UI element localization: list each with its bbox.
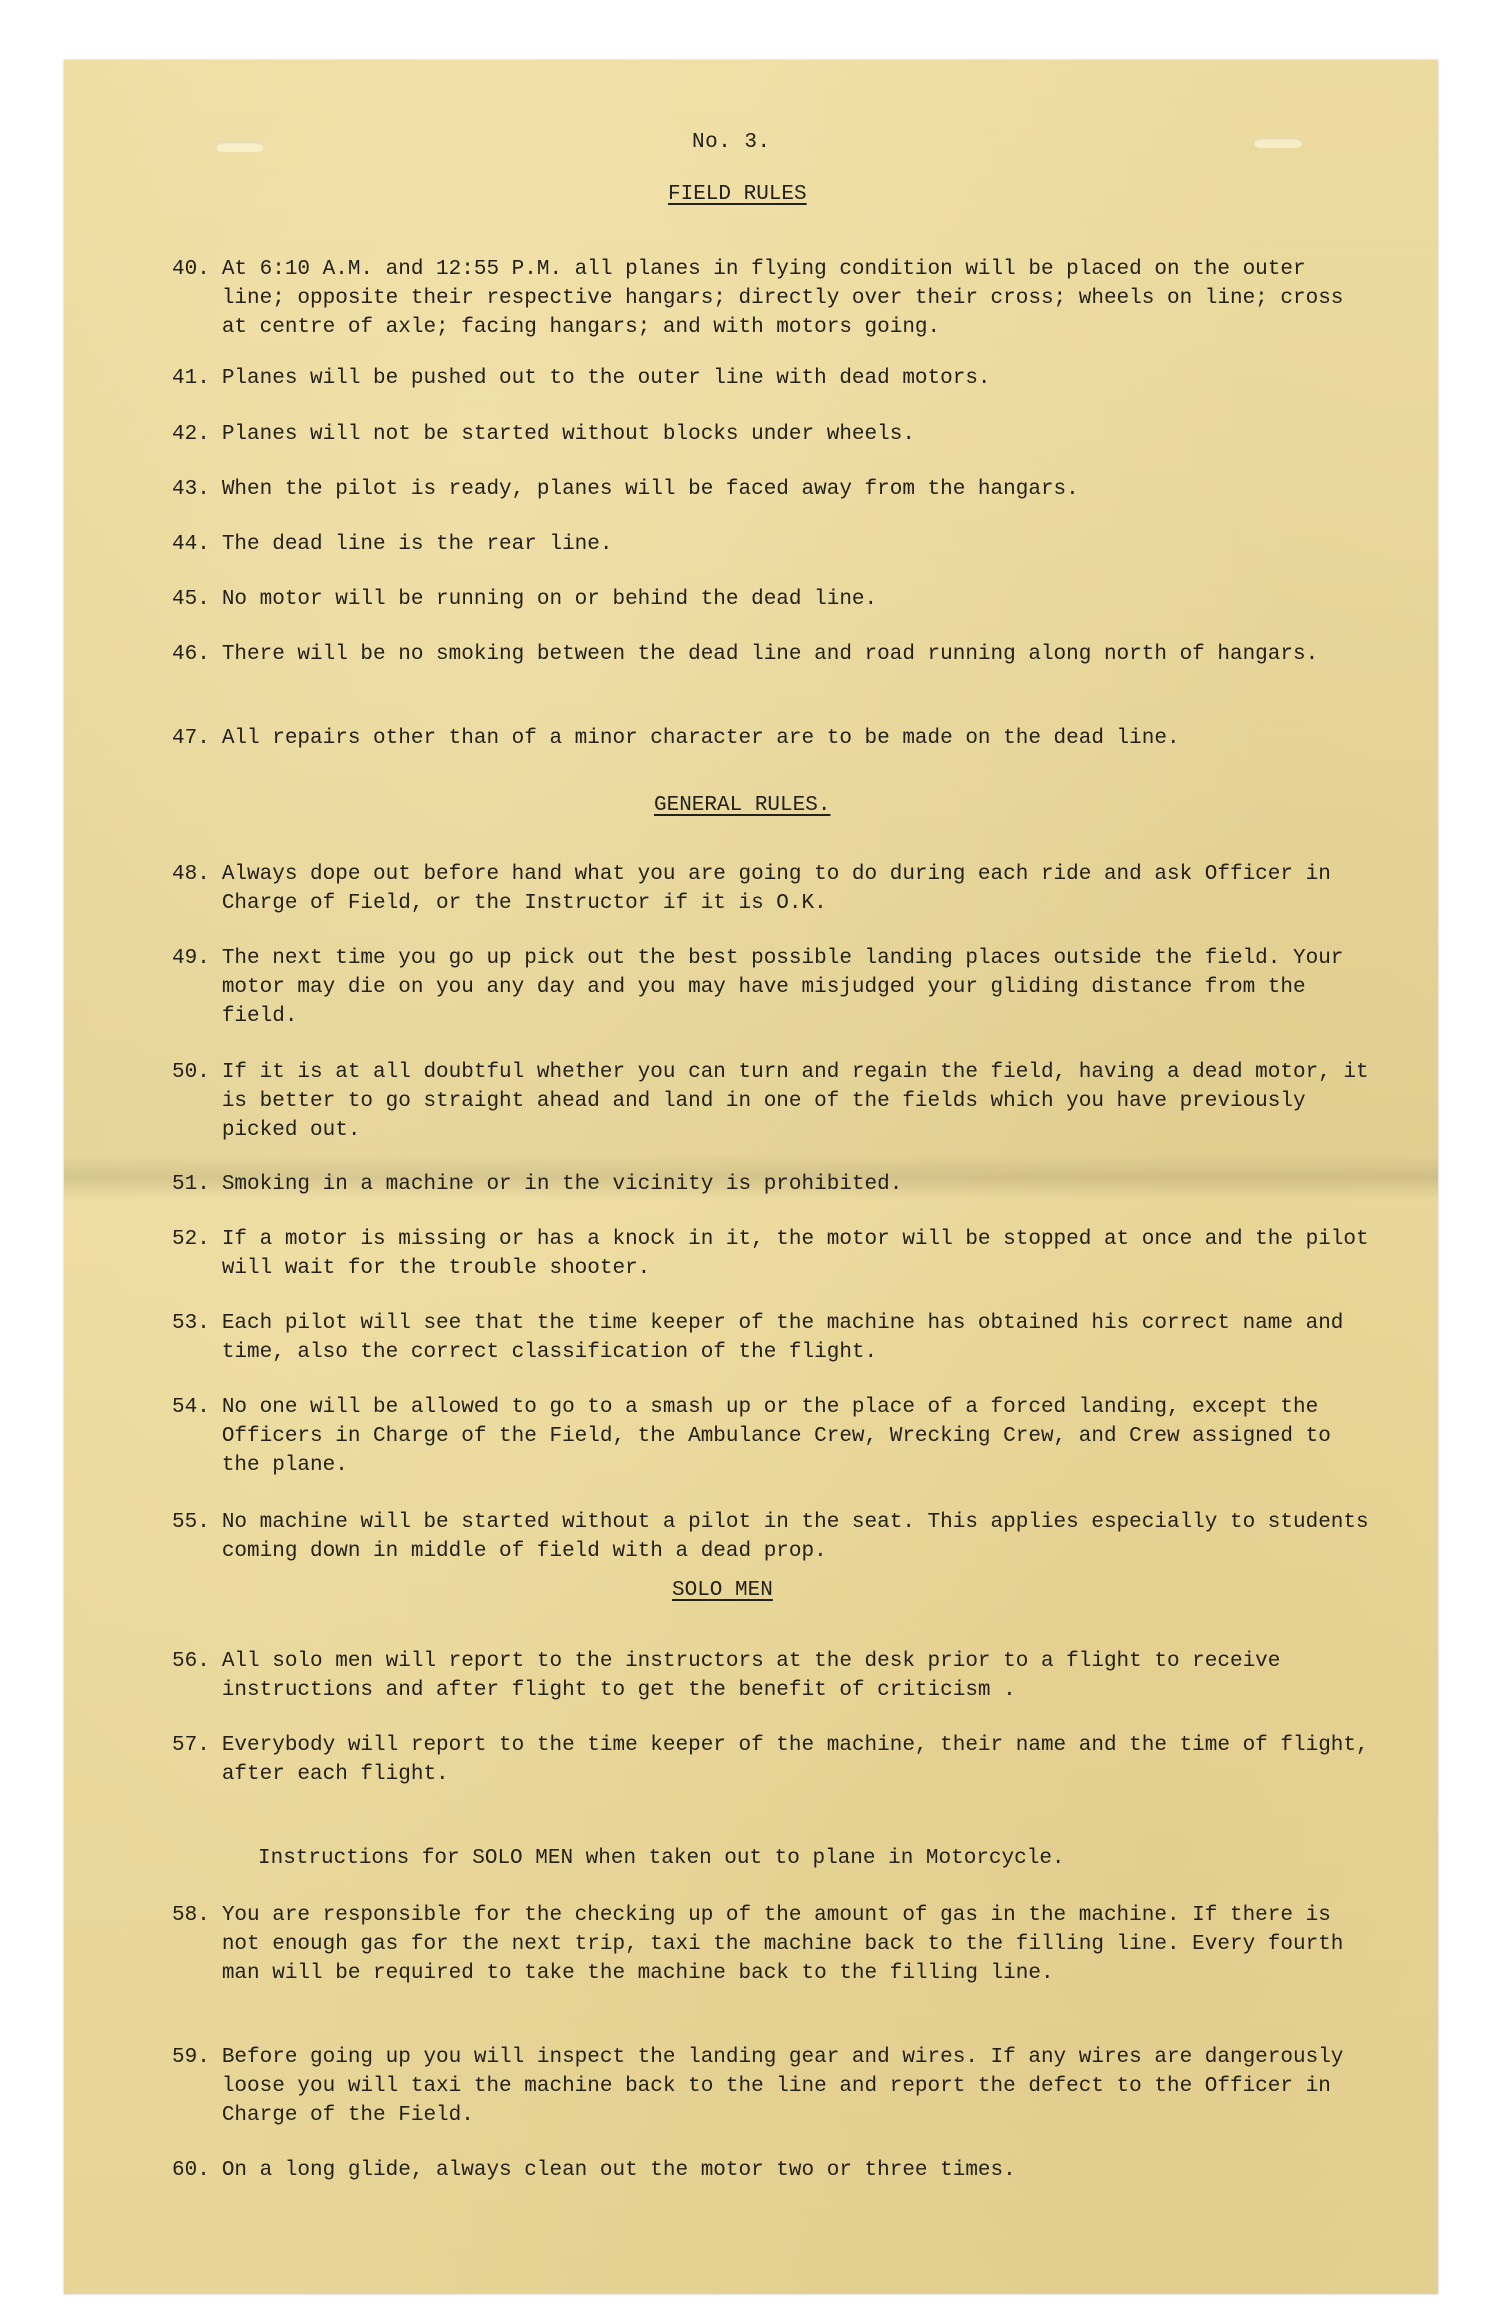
rule-number: 59. <box>172 2046 210 2069</box>
rule-item <box>172 1225 1372 1283</box>
rule-number: 48. <box>172 863 210 886</box>
rule-number: 55. <box>172 1511 210 1534</box>
rule-text: Planes will be pushed out to the outer line with dead motors. <box>221 367 991 390</box>
rule-item <box>172 364 1372 393</box>
rule-text: No machine will be started without a pilot in the seat. This applies especially to students coming down in middle of field with a dead prop. <box>221 1511 1369 1563</box>
rule-item <box>172 585 1372 614</box>
rule-number: 60. <box>172 2159 210 2182</box>
rule-number: 46. <box>172 643 210 666</box>
document-number: No. 3. <box>692 131 771 154</box>
section-heading-field-rules: FIELD RULES <box>668 183 807 206</box>
rule-number: 49. <box>172 947 210 970</box>
rule-text: Before going up you will inspect the landing gear and wires. If any wires are dangerously loose you will taxi the machine back to the line and report the defect to the Officer in Charge of the Field. <box>221 2046 1344 2127</box>
rule-text: Each pilot will see that the time keeper of the machine has obtained his correct name and time, also the correct classification of the flight. <box>221 1312 1344 1364</box>
rule-number: 47. <box>172 727 210 750</box>
rule-text: No one will be allowed to go to a smash up or the place of a forced landing, except the Officers in Charge of the Field, the Ambulance Crew, Wrecking Crew, and Crew assigned to the plane. <box>221 1396 1331 1477</box>
rule-text: On a long glide, always clean out the motor two or three times. <box>221 2159 1016 2182</box>
rule-item <box>172 860 1372 918</box>
rule-number: 54. <box>172 1396 210 1419</box>
rule-text: Always dope out before hand what you are going to do during each ride and ask Officer in Charge of Field, or the Instructor if it is O.K. <box>221 863 1331 915</box>
rule-text: At 6:10 A.M. and 12:55 P.M. all planes in flying condition will be placed on the outer line; opposite their respective hangars; directly over their cross; wheels on line; cross at centre of axle; facing hangars; and with motors going. <box>221 258 1344 339</box>
rule-text: If a motor is missing or has a knock in it, the motor will be stopped at once and the pilot will wait for the trouble shooter. <box>221 1228 1369 1280</box>
punch-mark-right <box>1254 138 1302 148</box>
rule-number: 43. <box>172 478 210 501</box>
rule-item <box>172 1508 1372 1566</box>
rule-number: 40. <box>172 258 210 281</box>
rule-text: The next time you go up pick out the best possible landing places outside the field. Your motor may die on you any day and you may have misjudged your gliding distance from the field. <box>221 947 1344 1028</box>
rule-item <box>172 255 1372 342</box>
rule-item <box>172 944 1372 1031</box>
rule-item <box>172 420 1372 449</box>
rule-text: All repairs other than of a minor character are to be made on the dead line. <box>221 727 1180 750</box>
rule-number: 52. <box>172 1228 210 1251</box>
rule-text: Planes will not be started without blocks under wheels. <box>221 423 915 446</box>
rule-text: Smoking in a machine or in the vicinity is prohibited. <box>221 1173 903 1196</box>
section-heading-solo-men: SOLO MEN <box>672 1579 773 1602</box>
section-heading-general-rules: GENERAL RULES. <box>654 794 831 817</box>
rule-text: There will be no smoking between the dead line and road running along north of hangars. <box>221 643 1319 666</box>
rule-number: 42. <box>172 423 210 446</box>
punch-mark-left <box>216 142 264 152</box>
rule-item <box>172 1393 1372 1480</box>
rule-item <box>172 1170 1372 1199</box>
rule-item <box>172 724 1372 753</box>
rule-text: If it is at all doubtful whether you can turn and regain the field, having a dead motor, it is better to go straight ahead and land in one of the fields which you have previously picked out. <box>221 1061 1369 1142</box>
rule-item <box>172 1647 1372 1705</box>
rule-text: No motor will be running on or behind the dead line. <box>221 588 878 611</box>
rule-item <box>172 475 1372 504</box>
rule-text: Everybody will report to the time keeper of the machine, their name and the time of flight, after each flight. <box>221 1734 1369 1786</box>
rule-number: 45. <box>172 588 210 611</box>
rule-text: All solo men will report to the instructors at the desk prior to a flight to receive instructions and after flight to get the benefit of criticism . <box>221 1650 1281 1702</box>
rule-text: When the pilot is ready, planes will be faced away from the hangars. <box>221 478 1079 501</box>
rule-number: 50. <box>172 1061 210 1084</box>
rule-item <box>172 530 1372 559</box>
rule-number: 51. <box>172 1173 210 1196</box>
solo-men-instructions-heading: Instructions for SOLO MEN when taken out to plane in Motorcycle. <box>258 1847 1065 1870</box>
rule-number: 41. <box>172 367 210 390</box>
rule-number: 53. <box>172 1312 210 1335</box>
rule-text: You are responsible for the checking up of the amount of gas in the machine. If there is not enough gas for the next trip, taxi the machine back to the filling line. Every fourth man will be required to take the machine back to the filling line. <box>221 1904 1344 1985</box>
rule-item <box>172 2156 1372 2185</box>
rule-item <box>172 640 1372 669</box>
rule-item <box>172 1901 1372 1988</box>
rule-item <box>172 2043 1372 2130</box>
rule-number: 58. <box>172 1904 210 1927</box>
rule-number: 56. <box>172 1650 210 1673</box>
rule-item <box>172 1058 1372 1145</box>
rule-item <box>172 1731 1372 1789</box>
rule-number: 57. <box>172 1734 210 1757</box>
rule-item <box>172 1309 1372 1367</box>
rule-text: The dead line is the rear line. <box>221 533 613 556</box>
rule-number: 44. <box>172 533 210 556</box>
